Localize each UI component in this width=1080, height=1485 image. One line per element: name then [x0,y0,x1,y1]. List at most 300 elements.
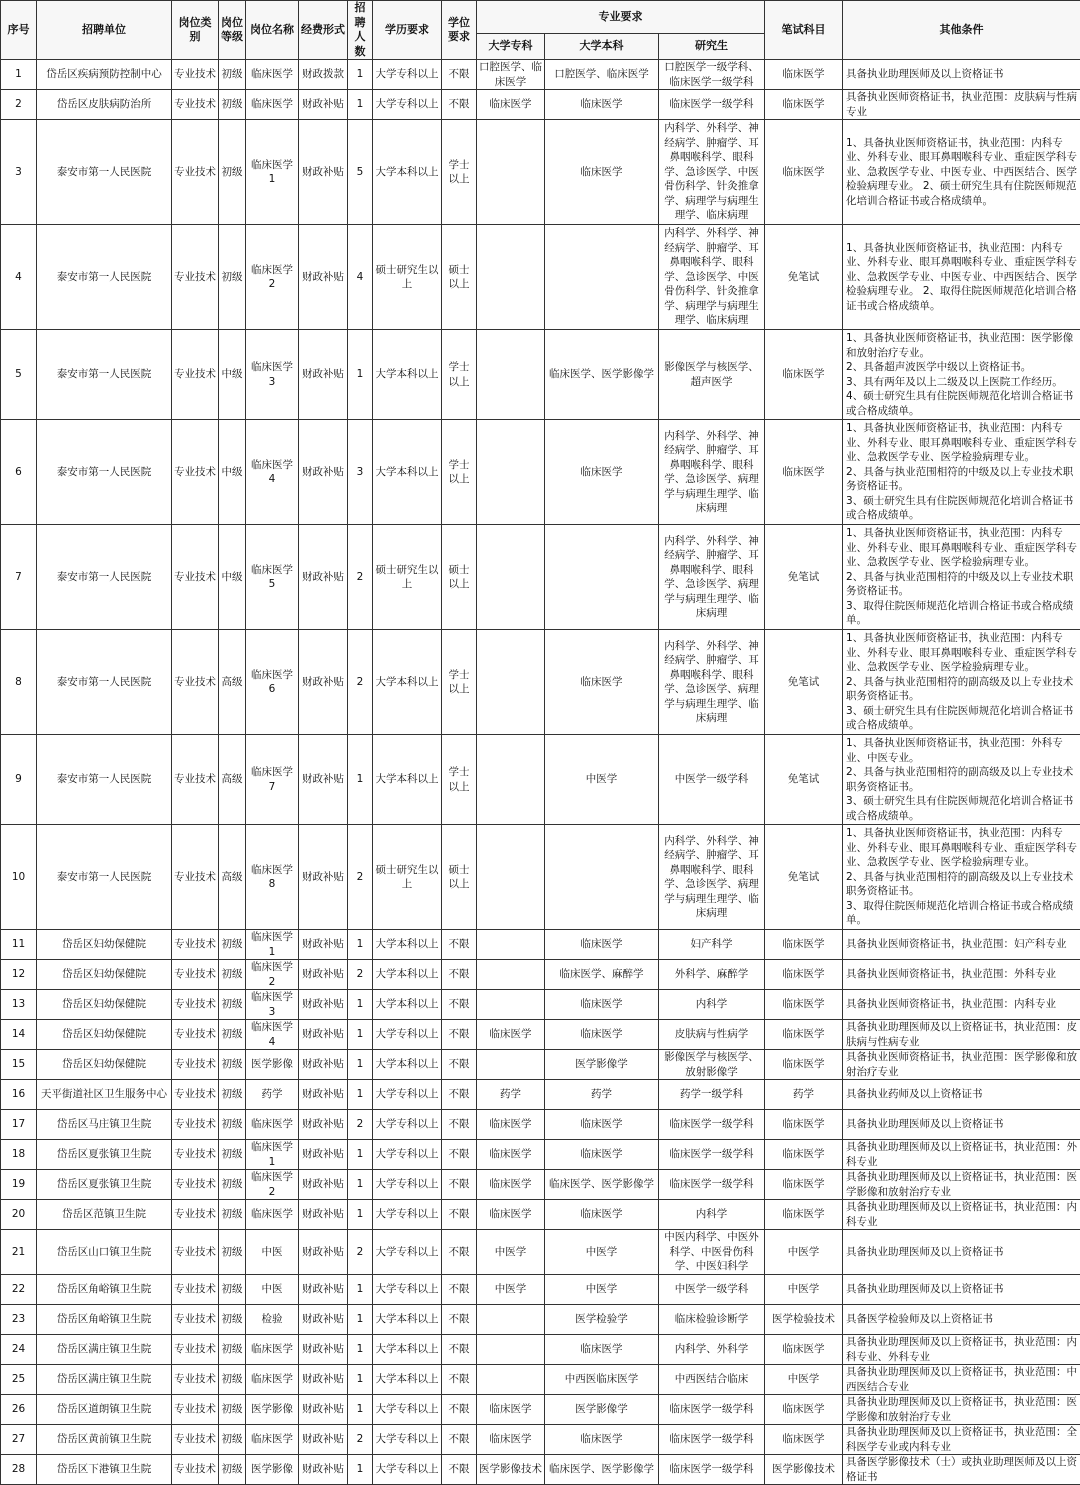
row-major-grad: 中西医结合临床 [659,1365,765,1395]
row-edu: 大学本科以上 [373,930,442,960]
row-major-grad: 中医内科学、中医外科学、中医骨伤科学、中医妇科学 [659,1230,765,1275]
row-major-bachelor: 临床医学 [545,420,659,525]
row-position: 临床医学 [246,1335,299,1365]
row-type: 专业技术 [172,1425,219,1455]
header-major-grad: 研究生 [659,33,765,59]
row-count: 1 [348,1140,373,1170]
row-position: 临床医学7 [246,735,299,825]
row-edu: 大学专科以上 [373,60,442,90]
row-position: 医学影像 [246,1050,299,1080]
row-exam: 临床医学 [765,90,843,120]
row-no: 5 [1,330,37,420]
row-edu: 硕士研究生以上 [373,525,442,630]
row-other: 具备执业助理医师及以上资格证书，执业范围：中西医结合专业 [843,1365,1080,1395]
row-count: 2 [348,630,373,735]
row-position: 临床医学 [246,1110,299,1140]
table-row [1,1335,1080,1365]
row-funding: 财政补贴 [299,930,348,960]
row-type: 专业技术 [172,825,219,930]
row-edu: 大学专科以上 [373,1200,442,1230]
row-major-college: 中医学 [477,1275,545,1305]
row-degree: 不限 [442,1365,477,1395]
table-row [1,60,1080,90]
row-degree: 不限 [442,990,477,1020]
row-major-college [477,825,545,930]
row-major-bachelor: 中医学 [545,1275,659,1305]
table-row [1,225,1080,330]
row-type: 专业技术 [172,1365,219,1395]
row-degree: 不限 [442,1395,477,1425]
row-level: 初级 [219,1020,246,1050]
row-count: 2 [348,825,373,930]
row-no: 16 [1,1080,37,1110]
row-degree: 不限 [442,1140,477,1170]
row-major-grad: 临床医学一级学科 [659,1425,765,1455]
row-major-bachelor: 临床医学、麻醉学 [545,960,659,990]
row-type: 专业技术 [172,1140,219,1170]
row-unit: 泰安市第一人民医院 [37,330,172,420]
row-degree: 不限 [442,1230,477,1275]
row-count: 1 [348,1170,373,1200]
row-major-college: 临床医学 [477,1020,545,1050]
row-type: 专业技术 [172,930,219,960]
row-other: 具备执业医师资格证书，执业范围：医学影像和放射治疗专业 [843,1050,1080,1080]
table-row [1,1305,1080,1335]
table-row [1,825,1080,930]
table-row [1,1455,1080,1485]
table-row [1,1200,1080,1230]
table-row [1,1395,1080,1425]
row-level: 初级 [219,1425,246,1455]
table-row [1,735,1080,825]
row-no: 28 [1,1455,37,1485]
row-count: 1 [348,60,373,90]
row-edu: 大学专科以上 [373,1080,442,1110]
row-major-bachelor: 临床医学 [545,1110,659,1140]
row-count: 1 [348,930,373,960]
row-unit: 岱岳区妇幼保健院 [37,1050,172,1080]
row-funding: 财政补贴 [299,1395,348,1425]
row-major-bachelor: 临床医学 [545,90,659,120]
row-major-college [477,330,545,420]
row-other: 1、具备执业医师资格证书，执业范围：内科专业、外科专业、眼耳鼻咽喉科专业、重症医学科专业、急救医学专业、医学检验病理专业。 2、具备与执业范围相符的中级及以上专业技术职务资格证书。 3、取得住院医师规范化培训合格证书或合格成绩单。 [843,525,1080,630]
row-edu: 大学本科以上 [373,1365,442,1395]
row-no: 14 [1,1020,37,1050]
row-exam: 医学检验技术 [765,1305,843,1335]
row-funding: 财政补贴 [299,630,348,735]
row-unit: 岱岳区道朗镇卫生院 [37,1395,172,1425]
row-major-college: 口腔医学、临床医学 [477,60,545,90]
row-major-bachelor: 中医学 [545,735,659,825]
row-funding: 财政补贴 [299,990,348,1020]
row-degree: 不限 [442,1170,477,1200]
row-major-grad: 内科学、外科学、神经病学、肿瘤学、耳鼻咽喉科学、眼科学、急诊医学、病理学与病理生理学、临床病理 [659,825,765,930]
row-other: 具备执业助理医师及以上资格证书，执业范围：医学影像和放射治疗专业 [843,1170,1080,1200]
row-position: 临床医学1 [246,930,299,960]
table-row [1,1170,1080,1200]
row-degree: 学士以上 [442,420,477,525]
row-major-bachelor: 临床医学 [545,1140,659,1170]
row-major-bachelor: 临床医学 [545,1335,659,1365]
row-other: 具备执业医师资格证书，执业范围：内科专业 [843,990,1080,1020]
row-count: 2 [348,1230,373,1275]
row-exam: 临床医学 [765,1110,843,1140]
row-major-bachelor: 临床医学 [545,1425,659,1455]
row-degree: 不限 [442,1050,477,1080]
row-degree: 硕士以上 [442,825,477,930]
row-no: 4 [1,225,37,330]
row-unit: 岱岳区范镇卫生院 [37,1200,172,1230]
row-unit: 岱岳区下港镇卫生院 [37,1455,172,1485]
row-level: 中级 [219,420,246,525]
row-major-bachelor: 药学 [545,1080,659,1110]
row-edu: 大学本科以上 [373,1335,442,1365]
row-unit: 岱岳区角峪镇卫生院 [37,1305,172,1335]
row-type: 专业技术 [172,60,219,90]
row-major-college [477,990,545,1020]
row-no: 2 [1,90,37,120]
header-count: 招聘人数 [348,1,373,60]
row-position: 临床医学4 [246,420,299,525]
row-type: 专业技术 [172,120,219,225]
row-no: 3 [1,120,37,225]
row-funding: 财政补贴 [299,1230,348,1275]
row-other: 具备执业助理医师及以上资格证书，执业范围：皮肤病与性病专业 [843,1020,1080,1050]
row-level: 初级 [219,1365,246,1395]
row-count: 1 [348,1365,373,1395]
row-other: 1、具备执业医师资格证书，执业范围：内科专业、外科专业、眼耳鼻咽喉科专业、重症医学科专业、急救医学专业、医学检验病理专业。 2、具备与执业范围相符的副高级及以上专业技术职务资格证书。 3、取得住院医师规范化培训合格证书或合格成绩单。 [843,825,1080,930]
row-funding: 财政拨款 [299,60,348,90]
row-exam: 药学 [765,1080,843,1110]
row-level: 初级 [219,960,246,990]
header-exam: 笔试科目 [765,1,843,60]
row-position: 临床医学1 [246,120,299,225]
row-no: 22 [1,1275,37,1305]
row-exam: 临床医学 [765,930,843,960]
row-level: 初级 [219,1110,246,1140]
row-edu: 硕士研究生以上 [373,825,442,930]
row-major-college [477,525,545,630]
row-other: 具备执业助理医师及以上资格证书，执业范围：全科医学专业或内科专业 [843,1425,1080,1455]
row-no: 26 [1,1395,37,1425]
row-edu: 大学专科以上 [373,1020,442,1050]
row-no: 21 [1,1230,37,1275]
row-unit: 岱岳区夏张镇卫生院 [37,1170,172,1200]
row-degree: 不限 [442,1335,477,1365]
row-position: 临床医学3 [246,990,299,1020]
row-degree: 不限 [442,90,477,120]
row-major-grad: 影像医学与核医学、放射影像学 [659,1050,765,1080]
row-type: 专业技术 [172,1230,219,1275]
row-level: 初级 [219,225,246,330]
row-major-grad: 外科学、麻醉学 [659,960,765,990]
row-no: 17 [1,1110,37,1140]
row-major-bachelor: 临床医学 [545,930,659,960]
row-no: 11 [1,930,37,960]
table-row [1,630,1080,735]
row-count: 2 [348,525,373,630]
row-other: 具备执业药师及以上资格证书 [843,1080,1080,1110]
row-other: 1、具备执业医师资格证书，执业范围：内科专业、外科专业、眼耳鼻咽喉科专业、重症医学科专业、急救医学专业、医学检验病理专业。 2、具备与执业范围相符的副高级及以上专业技术职务资格证书。 3、硕士研究生具有住院医师规范化培训合格证书或合格成绩单。 [843,630,1080,735]
row-type: 专业技术 [172,1170,219,1200]
row-funding: 财政补贴 [299,1140,348,1170]
row-exam: 临床医学 [765,1425,843,1455]
row-major-bachelor: 医学检验学 [545,1305,659,1335]
row-no: 8 [1,630,37,735]
row-no: 27 [1,1425,37,1455]
row-funding: 财政补贴 [299,735,348,825]
row-exam: 中医学 [765,1230,843,1275]
row-count: 1 [348,1395,373,1425]
row-no: 1 [1,60,37,90]
row-level: 初级 [219,1455,246,1485]
row-funding: 财政补贴 [299,1275,348,1305]
row-position: 临床医学1 [246,1140,299,1170]
row-exam: 中医学 [765,1275,843,1305]
row-type: 专业技术 [172,1395,219,1425]
row-count: 1 [348,330,373,420]
row-funding: 财政补贴 [299,420,348,525]
header-type: 岗位类别 [172,1,219,60]
row-exam: 临床医学 [765,990,843,1020]
row-level: 中级 [219,525,246,630]
row-major-bachelor: 医学影像学 [545,1050,659,1080]
row-position: 临床医学 [246,1365,299,1395]
row-other: 具备执业助理医师及以上资格证书 [843,1230,1080,1275]
row-count: 3 [348,420,373,525]
row-funding: 财政补贴 [299,330,348,420]
table-row [1,420,1080,525]
row-count: 1 [348,1275,373,1305]
row-major-college: 临床医学 [477,1110,545,1140]
row-degree: 不限 [442,60,477,90]
row-funding: 财政补贴 [299,1080,348,1110]
row-major-college [477,630,545,735]
row-unit: 岱岳区满庄镇卫生院 [37,1365,172,1395]
row-unit: 泰安市第一人民医院 [37,630,172,735]
row-funding: 财政补贴 [299,1050,348,1080]
row-count: 1 [348,1455,373,1485]
row-exam: 中医学 [765,1365,843,1395]
row-edu: 硕士研究生以上 [373,225,442,330]
row-type: 专业技术 [172,735,219,825]
row-unit: 泰安市第一人民医院 [37,225,172,330]
row-major-grad: 临床检验诊断学 [659,1305,765,1335]
row-position: 临床医学6 [246,630,299,735]
row-major-grad: 影像医学与核医学、超声医学 [659,330,765,420]
row-unit: 岱岳区夏张镇卫生院 [37,1140,172,1170]
row-major-college: 临床医学 [477,1425,545,1455]
row-degree: 不限 [442,1200,477,1230]
row-count: 1 [348,1050,373,1080]
row-major-college: 临床医学 [477,1170,545,1200]
row-level: 初级 [219,1140,246,1170]
row-edu: 大学本科以上 [373,1305,442,1335]
row-major-college [477,1305,545,1335]
row-major-grad: 中医学一级学科 [659,1275,765,1305]
row-funding: 财政补贴 [299,960,348,990]
row-major-grad: 内科学、外科学、神经病学、肿瘤学、耳鼻咽喉科学、眼科学、急诊医学、病理学与病理生理学、临床病理 [659,525,765,630]
row-funding: 财政补贴 [299,120,348,225]
row-funding: 财政补贴 [299,1200,348,1230]
row-major-bachelor: 医学影像学 [545,1395,659,1425]
header-level: 岗位等级 [219,1,246,60]
row-position: 中医 [246,1230,299,1275]
row-edu: 大学专科以上 [373,1455,442,1485]
row-major-college: 医学影像技术 [477,1455,545,1485]
row-unit: 岱岳区山口镇卫生院 [37,1230,172,1275]
header-funding: 经费形式 [299,1,348,60]
table-row [1,1275,1080,1305]
table-header [1,1,1080,60]
row-major-bachelor: 临床医学 [545,1020,659,1050]
row-edu: 大学专科以上 [373,1395,442,1425]
table-row [1,525,1080,630]
row-no: 15 [1,1050,37,1080]
row-major-grad: 内科学、外科学 [659,1335,765,1365]
row-type: 专业技术 [172,330,219,420]
row-major-bachelor [545,525,659,630]
row-level: 高级 [219,735,246,825]
row-exam: 免笔试 [765,735,843,825]
table-row [1,120,1080,225]
row-unit: 岱岳区黄前镇卫生院 [37,1425,172,1455]
row-edu: 大学本科以上 [373,120,442,225]
row-major-grad: 内科学、外科学、神经病学、肿瘤学、耳鼻咽喉科学、眼科学、急诊医学、病理学与病理生理学、临床病理 [659,630,765,735]
row-type: 专业技术 [172,960,219,990]
row-other: 具备执业医师资格证书，执业范围：皮肤病与性病专业 [843,90,1080,120]
row-edu: 大学本科以上 [373,1050,442,1080]
row-major-college [477,735,545,825]
row-count: 1 [348,1200,373,1230]
row-major-grad: 口腔医学一级学科、临床医学一级学科 [659,60,765,90]
row-level: 初级 [219,990,246,1020]
row-no: 19 [1,1170,37,1200]
row-type: 专业技术 [172,1050,219,1080]
row-major-grad: 内科学、外科学、神经病学、肿瘤学、耳鼻咽喉科学、眼科学、急诊医学、中医骨伤科学、针灸推拿学、病理学与病理生理学、临床病理 [659,225,765,330]
row-major-college: 临床医学 [477,1200,545,1230]
row-edu: 大学专科以上 [373,90,442,120]
row-edu: 大学本科以上 [373,630,442,735]
row-other: 具备执业助理医师及以上资格证书 [843,1275,1080,1305]
row-level: 初级 [219,1050,246,1080]
row-count: 2 [348,960,373,990]
row-major-college [477,960,545,990]
row-major-college: 临床医学 [477,1140,545,1170]
row-edu: 大学本科以上 [373,990,442,1020]
row-type: 专业技术 [172,990,219,1020]
row-major-college: 临床医学 [477,90,545,120]
row-edu: 大学专科以上 [373,1230,442,1275]
row-exam: 免笔试 [765,825,843,930]
row-unit: 泰安市第一人民医院 [37,735,172,825]
row-edu: 大学本科以上 [373,330,442,420]
row-level: 初级 [219,1200,246,1230]
table-row [1,1050,1080,1080]
row-major-bachelor: 临床医学、医学影像学 [545,1455,659,1485]
row-major-bachelor: 临床医学 [545,120,659,225]
row-edu: 大学专科以上 [373,1275,442,1305]
row-unit: 岱岳区妇幼保健院 [37,930,172,960]
row-no: 7 [1,525,37,630]
row-major-grad: 皮肤病与性病学 [659,1020,765,1050]
row-position: 临床医学 [246,1425,299,1455]
row-position: 医学影像 [246,1395,299,1425]
row-position: 临床医学 [246,90,299,120]
row-major-bachelor: 临床医学 [545,990,659,1020]
row-position: 临床医学 [246,1200,299,1230]
table-row [1,1230,1080,1275]
row-unit: 泰安市第一人民医院 [37,525,172,630]
row-count: 4 [348,225,373,330]
header-major: 专业要求 [477,1,765,34]
row-count: 1 [348,90,373,120]
row-funding: 财政补贴 [299,1020,348,1050]
row-edu: 大学专科以上 [373,1140,442,1170]
row-exam: 临床医学 [765,1140,843,1170]
row-edu: 大学本科以上 [373,735,442,825]
row-major-grad: 妇产科学 [659,930,765,960]
row-major-college [477,1335,545,1365]
row-type: 专业技术 [172,630,219,735]
row-major-bachelor [545,225,659,330]
row-type: 专业技术 [172,1200,219,1230]
row-major-bachelor: 中西医临床医学 [545,1365,659,1395]
row-position: 检验 [246,1305,299,1335]
table-row [1,1140,1080,1170]
header-unit: 招聘单位 [37,1,172,60]
row-no: 24 [1,1335,37,1365]
table-body [1,60,1080,1485]
row-other: 具备执业助理医师及以上资格证书，执业范围：内科专业、外科专业 [843,1335,1080,1365]
row-exam: 临床医学 [765,1200,843,1230]
row-type: 专业技术 [172,90,219,120]
row-edu: 大学专科以上 [373,1425,442,1455]
table-row [1,1080,1080,1110]
row-level: 中级 [219,330,246,420]
row-degree: 不限 [442,1455,477,1485]
row-level: 初级 [219,1170,246,1200]
row-exam: 临床医学 [765,60,843,90]
row-position: 临床医学2 [246,1170,299,1200]
row-major-college: 临床医学 [477,1395,545,1425]
row-major-grad: 临床医学一级学科 [659,1170,765,1200]
row-count: 2 [348,1110,373,1140]
table-row [1,1020,1080,1050]
row-unit: 岱岳区满庄镇卫生院 [37,1335,172,1365]
row-level: 初级 [219,930,246,960]
row-exam: 免笔试 [765,630,843,735]
header-major-bachelor: 大学本科 [545,33,659,59]
row-other: 1、具备执业医师资格证书，执业范围：内科专业、外科专业、眼耳鼻咽喉科专业、重症医学科专业、急救医学专业、中医专业、中西医结合、医学检验病理专业。 2、取得住院医师规范化培训合格证书或合格成绩单。 [843,225,1080,330]
row-major-college: 药学 [477,1080,545,1110]
row-degree: 学士以上 [442,330,477,420]
row-unit: 岱岳区妇幼保健院 [37,960,172,990]
row-level: 初级 [219,1395,246,1425]
row-degree: 不限 [442,1275,477,1305]
row-other: 1、具备执业医师资格证书，执业范围：内科专业、外科专业、眼耳鼻咽喉科专业、重症医学科专业、急救医学专业、医学检验病理专业。 2、具备与执业范围相符的中级及以上专业技术职务资格证书。 3、硕士研究生具有住院医师规范化培训合格证书或合格成绩单。 [843,420,1080,525]
row-major-grad: 临床医学一级学科 [659,1395,765,1425]
row-major-college: 中医学 [477,1230,545,1275]
row-funding: 财政补贴 [299,1365,348,1395]
row-degree: 不限 [442,1020,477,1050]
row-funding: 财政补贴 [299,225,348,330]
row-major-bachelor: 临床医学 [545,630,659,735]
row-type: 专业技术 [172,1335,219,1365]
row-major-bachelor [545,825,659,930]
row-level: 初级 [219,1230,246,1275]
row-major-grad: 内科学、外科学、神经病学、肿瘤学、耳鼻咽喉科学、眼科学、急诊医学、病理学与病理生理学、临床病理 [659,420,765,525]
